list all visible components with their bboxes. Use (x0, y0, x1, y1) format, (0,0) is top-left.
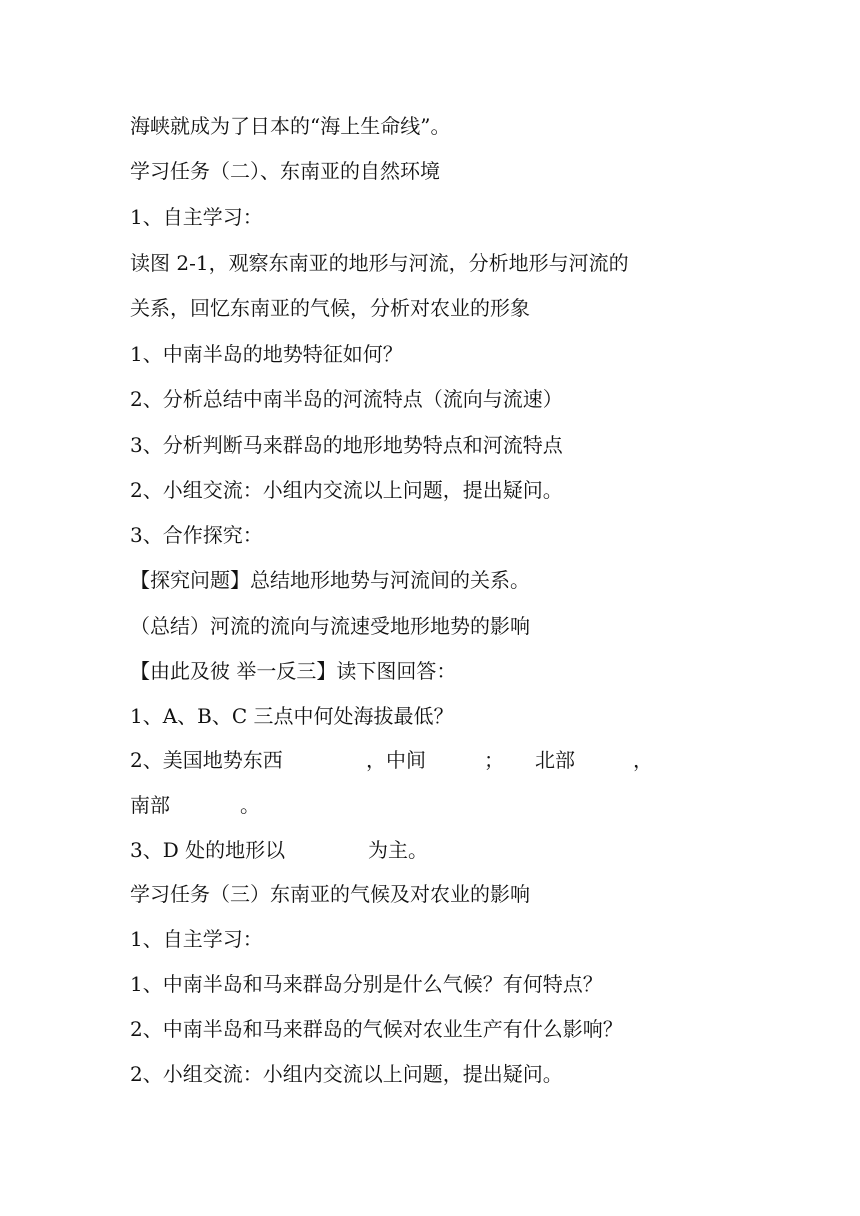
text-line: （总结）河流的流向与流速受地形地势的影响 (130, 614, 530, 638)
section-heading: 学习任务（三）东南亚的气候及对农业的影响 (130, 882, 530, 906)
question-line: 3、分析判断马来群岛的地形地势特点和河流特点 (130, 433, 563, 457)
text-line: 3、合作探究： (130, 523, 263, 547)
text-line: 1、自主学习： (130, 205, 263, 229)
question-fragment: 南部 (130, 793, 170, 817)
question-fragment: 。 (240, 793, 260, 817)
question-line: 2、中南半岛和马来群岛的气候对农业生产有什么影响？ (130, 1017, 623, 1041)
text-line: 【由此及彼 举一反三】读下图回答： (130, 659, 457, 683)
text-line: 2、小组交流：小组内交流以上问题，提出疑问。 (130, 1062, 563, 1086)
question-line: 1、A、B、C 三点中何处海拔最低？ (130, 704, 454, 728)
text-line: 读图 2-1，观察东南亚的地形与河流，分析地形与河流的 (130, 251, 629, 275)
question-fragment: 为主。 (368, 838, 428, 862)
question-fragment: 北部 (535, 748, 575, 772)
question-fragment: 3、D 处的地形以 (130, 838, 286, 862)
question-fragment: 2、美国地势东西 (130, 748, 283, 772)
question-fragment: ，中间 (366, 748, 426, 772)
section-heading: 学习任务（二）、东南亚的自然环境 (130, 159, 440, 183)
text-line: 关系，回忆东南亚的气候，分析对农业的形象 (130, 296, 530, 320)
text-line: 【探究问题】总结地形地势与河流间的关系。 (130, 568, 530, 592)
text-line: 2、小组交流：小组内交流以上问题，提出疑问。 (130, 478, 563, 502)
text-line: 1、自主学习： (130, 927, 263, 951)
question-fragment: ， (633, 748, 653, 772)
question-fragment: ； (484, 748, 504, 772)
text-line: 海峡就成为了日本的“海上生命线”。 (130, 114, 451, 138)
question-line: 2、分析总结中南半岛的河流特点（流向与流速） (130, 387, 563, 411)
question-line: 1、中南半岛的地势特征如何？ (130, 342, 403, 366)
question-line: 1、中南半岛和马来群岛分别是什么气候？有何特点？ (130, 972, 603, 996)
